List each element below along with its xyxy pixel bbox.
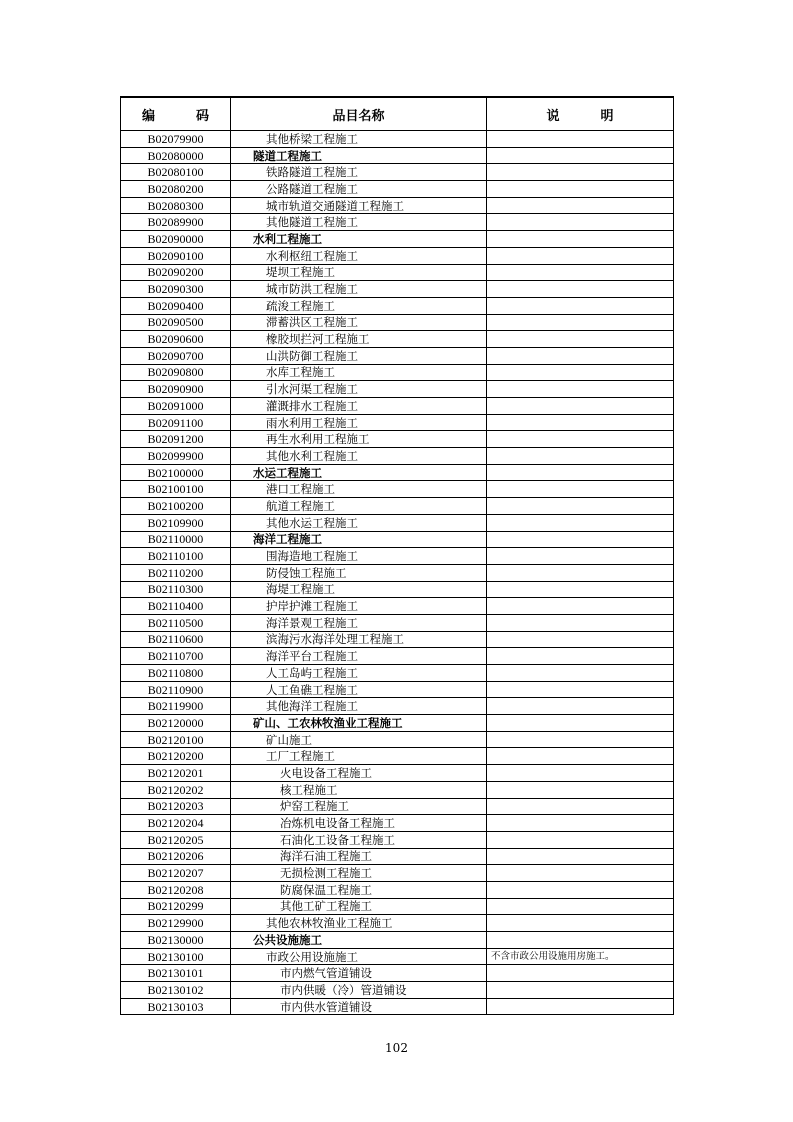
table-row bbox=[121, 314, 674, 331]
table-row bbox=[121, 281, 674, 298]
item-name: 滨海污水海洋处理工程施工 bbox=[231, 631, 487, 648]
header-name: 品目名称 bbox=[231, 97, 487, 131]
item-note bbox=[487, 364, 674, 381]
table-row bbox=[121, 681, 674, 698]
table-row bbox=[121, 748, 674, 765]
table-row bbox=[121, 915, 674, 932]
item-note bbox=[487, 481, 674, 498]
item-name: 防侵蚀工程施工 bbox=[231, 564, 487, 581]
table-row bbox=[121, 715, 674, 732]
item-name: 海堤工程施工 bbox=[231, 581, 487, 598]
item-note bbox=[487, 347, 674, 364]
table-header bbox=[121, 97, 674, 131]
item-name: 隧道工程施工 bbox=[231, 147, 487, 164]
item-note bbox=[487, 881, 674, 898]
item-note bbox=[487, 815, 674, 832]
item-code: B02091200 bbox=[121, 431, 231, 448]
item-note bbox=[487, 264, 674, 281]
item-code: B02090200 bbox=[121, 264, 231, 281]
item-code: B02110100 bbox=[121, 548, 231, 565]
item-name: 水运工程施工 bbox=[231, 464, 487, 481]
item-code: B02120208 bbox=[121, 881, 231, 898]
item-code: B02110300 bbox=[121, 581, 231, 598]
item-name: 海洋平台工程施工 bbox=[231, 648, 487, 665]
item-note bbox=[487, 765, 674, 782]
item-note bbox=[487, 414, 674, 431]
item-code: B02090800 bbox=[121, 364, 231, 381]
item-name: 矿山施工 bbox=[231, 731, 487, 748]
item-note bbox=[487, 514, 674, 531]
table-row bbox=[121, 948, 674, 965]
item-code: B02110000 bbox=[121, 531, 231, 548]
table-row bbox=[121, 197, 674, 214]
item-note bbox=[487, 564, 674, 581]
item-note bbox=[487, 715, 674, 732]
item-name: 灌溉排水工程施工 bbox=[231, 398, 487, 415]
item-name: 防腐保温工程施工 bbox=[231, 881, 487, 898]
table-row bbox=[121, 631, 674, 648]
item-name: 水利工程施工 bbox=[231, 231, 487, 248]
item-note bbox=[487, 181, 674, 198]
item-name: 铁路隧道工程施工 bbox=[231, 164, 487, 181]
item-code: B02099900 bbox=[121, 448, 231, 465]
item-note bbox=[487, 231, 674, 248]
table-row bbox=[121, 231, 674, 248]
item-note bbox=[487, 197, 674, 214]
item-code: B02090600 bbox=[121, 331, 231, 348]
item-name: 航道工程施工 bbox=[231, 498, 487, 515]
page-number: 102 bbox=[385, 1041, 408, 1055]
item-code: B02120202 bbox=[121, 781, 231, 798]
item-code: B02110900 bbox=[121, 681, 231, 698]
table-row bbox=[121, 448, 674, 465]
table-row bbox=[121, 531, 674, 548]
item-code: B02090000 bbox=[121, 231, 231, 248]
header-row bbox=[121, 97, 674, 131]
item-name: 海洋景观工程施工 bbox=[231, 614, 487, 631]
item-name: 山洪防御工程施工 bbox=[231, 347, 487, 364]
item-code: B02120000 bbox=[121, 715, 231, 732]
item-note bbox=[487, 614, 674, 631]
item-name: 港口工程施工 bbox=[231, 481, 487, 498]
item-code: B02100100 bbox=[121, 481, 231, 498]
item-name: 滞蓄洪区工程施工 bbox=[231, 314, 487, 331]
item-name: 海洋工程施工 bbox=[231, 531, 487, 548]
table-row bbox=[121, 364, 674, 381]
item-note bbox=[487, 448, 674, 465]
table-row bbox=[121, 247, 674, 264]
table-row bbox=[121, 398, 674, 415]
item-code: B02120201 bbox=[121, 765, 231, 782]
item-name: 炉窑工程施工 bbox=[231, 798, 487, 815]
item-note bbox=[487, 431, 674, 448]
item-name: 城市轨道交通隧道工程施工 bbox=[231, 197, 487, 214]
item-code: B02100200 bbox=[121, 498, 231, 515]
item-note bbox=[487, 865, 674, 882]
table-row bbox=[121, 798, 674, 815]
item-name: 市内供暖（冷）管道铺设 bbox=[231, 982, 487, 999]
table-row bbox=[121, 514, 674, 531]
item-note bbox=[487, 698, 674, 715]
item-name: 再生水利用工程施工 bbox=[231, 431, 487, 448]
item-name: 其他农林牧渔业工程施工 bbox=[231, 915, 487, 932]
table-row bbox=[121, 347, 674, 364]
item-code: B02120206 bbox=[121, 848, 231, 865]
item-code: B02130101 bbox=[121, 965, 231, 982]
item-code: B02120203 bbox=[121, 798, 231, 815]
item-code: B02090400 bbox=[121, 297, 231, 314]
item-name: 其他水运工程施工 bbox=[231, 514, 487, 531]
item-name: 护岸护滩工程施工 bbox=[231, 598, 487, 615]
table-row bbox=[121, 147, 674, 164]
table-row bbox=[121, 765, 674, 782]
item-note bbox=[487, 398, 674, 415]
table-row bbox=[121, 564, 674, 581]
item-note bbox=[487, 598, 674, 615]
item-note bbox=[487, 498, 674, 515]
item-note bbox=[487, 982, 674, 999]
table-row bbox=[121, 932, 674, 949]
item-code: B02120299 bbox=[121, 898, 231, 915]
item-name: 冶炼机电设备工程施工 bbox=[231, 815, 487, 832]
table-row bbox=[121, 548, 674, 565]
item-note bbox=[487, 748, 674, 765]
table-row bbox=[121, 331, 674, 348]
item-code: B02120200 bbox=[121, 748, 231, 765]
item-code: B02079900 bbox=[121, 131, 231, 148]
item-note bbox=[487, 648, 674, 665]
item-code: B02130102 bbox=[121, 982, 231, 999]
item-name: 堤坝工程施工 bbox=[231, 264, 487, 281]
item-name: 其他海洋工程施工 bbox=[231, 698, 487, 715]
item-code: B02110400 bbox=[121, 598, 231, 615]
item-code: B02090900 bbox=[121, 381, 231, 398]
table-row bbox=[121, 481, 674, 498]
item-code: B02120100 bbox=[121, 731, 231, 748]
item-name: 人工岛屿工程施工 bbox=[231, 665, 487, 682]
item-code: B02080000 bbox=[121, 147, 231, 164]
item-note bbox=[487, 214, 674, 231]
table-row bbox=[121, 181, 674, 198]
item-code: B02091000 bbox=[121, 398, 231, 415]
item-note bbox=[487, 681, 674, 698]
item-name: 雨水利用工程施工 bbox=[231, 414, 487, 431]
table-row bbox=[121, 898, 674, 915]
item-name: 无损检测工程施工 bbox=[231, 865, 487, 882]
table-row bbox=[121, 381, 674, 398]
table-row bbox=[121, 131, 674, 148]
item-name: 火电设备工程施工 bbox=[231, 765, 487, 782]
table-row bbox=[121, 164, 674, 181]
item-name: 海洋石油工程施工 bbox=[231, 848, 487, 865]
item-name: 其他水利工程施工 bbox=[231, 448, 487, 465]
item-code: B02110500 bbox=[121, 614, 231, 631]
item-name: 核工程施工 bbox=[231, 781, 487, 798]
table-row bbox=[121, 414, 674, 431]
table-row bbox=[121, 982, 674, 999]
item-code: B02091100 bbox=[121, 414, 231, 431]
table-row bbox=[121, 581, 674, 598]
item-code: B02090300 bbox=[121, 281, 231, 298]
item-code: B02080300 bbox=[121, 197, 231, 214]
item-code: B02089900 bbox=[121, 214, 231, 231]
item-note bbox=[487, 131, 674, 148]
item-code: B02110800 bbox=[121, 665, 231, 682]
item-note bbox=[487, 848, 674, 865]
item-note bbox=[487, 164, 674, 181]
item-note bbox=[487, 314, 674, 331]
item-note bbox=[487, 281, 674, 298]
item-note bbox=[487, 665, 674, 682]
item-code: B02090500 bbox=[121, 314, 231, 331]
table-row bbox=[121, 731, 674, 748]
item-name: 公路隧道工程施工 bbox=[231, 181, 487, 198]
item-name: 石油化工设备工程施工 bbox=[231, 831, 487, 848]
item-note bbox=[487, 247, 674, 264]
header-note: 说 明 bbox=[487, 97, 674, 131]
item-note bbox=[487, 915, 674, 932]
table-row bbox=[121, 297, 674, 314]
table-row bbox=[121, 848, 674, 865]
item-name: 水库工程施工 bbox=[231, 364, 487, 381]
table-row bbox=[121, 781, 674, 798]
table-body bbox=[121, 131, 674, 1015]
item-note bbox=[487, 781, 674, 798]
item-code: B02080200 bbox=[121, 181, 231, 198]
table-row bbox=[121, 614, 674, 631]
item-name: 市政公用设施施工 bbox=[231, 948, 487, 965]
item-code: B02130103 bbox=[121, 998, 231, 1015]
item-name: 其他桥梁工程施工 bbox=[231, 131, 487, 148]
item-name: 其他隧道工程施工 bbox=[231, 214, 487, 231]
item-name: 引水河渠工程施工 bbox=[231, 381, 487, 398]
table-row bbox=[121, 965, 674, 982]
item-note bbox=[487, 297, 674, 314]
table-row bbox=[121, 498, 674, 515]
table-row bbox=[121, 698, 674, 715]
item-code: B02110600 bbox=[121, 631, 231, 648]
item-note: 不含市政公用设施用房施工。 bbox=[487, 948, 674, 965]
item-name: 人工鱼礁工程施工 bbox=[231, 681, 487, 698]
item-code: B02109900 bbox=[121, 514, 231, 531]
item-note bbox=[487, 631, 674, 648]
item-name: 橡胶坝拦河工程施工 bbox=[231, 331, 487, 348]
item-code: B02100000 bbox=[121, 464, 231, 481]
table-row bbox=[121, 431, 674, 448]
item-name: 市内燃气管道铺设 bbox=[231, 965, 487, 982]
item-note bbox=[487, 898, 674, 915]
table-row bbox=[121, 998, 674, 1015]
item-code: B02130100 bbox=[121, 948, 231, 965]
item-code: B02119900 bbox=[121, 698, 231, 715]
catalog-table bbox=[120, 96, 674, 1015]
item-code: B02120204 bbox=[121, 815, 231, 832]
item-code: B02130000 bbox=[121, 932, 231, 949]
item-code: B02120205 bbox=[121, 831, 231, 848]
item-name: 城市防洪工程施工 bbox=[231, 281, 487, 298]
item-code: B02080100 bbox=[121, 164, 231, 181]
item-note bbox=[487, 331, 674, 348]
table-row bbox=[121, 665, 674, 682]
table-row bbox=[121, 831, 674, 848]
table-row bbox=[121, 464, 674, 481]
item-note bbox=[487, 381, 674, 398]
item-code: B02090100 bbox=[121, 247, 231, 264]
item-name: 围海造地工程施工 bbox=[231, 548, 487, 565]
table-row bbox=[121, 865, 674, 882]
item-note bbox=[487, 531, 674, 548]
item-code: B02090700 bbox=[121, 347, 231, 364]
item-name: 其他工矿工程施工 bbox=[231, 898, 487, 915]
item-name: 水利枢纽工程施工 bbox=[231, 247, 487, 264]
item-note bbox=[487, 998, 674, 1015]
item-name: 矿山、工农林牧渔业工程施工 bbox=[231, 715, 487, 732]
item-name: 市内供水管道铺设 bbox=[231, 998, 487, 1015]
item-code: B02110200 bbox=[121, 564, 231, 581]
table-row bbox=[121, 214, 674, 231]
item-note bbox=[487, 965, 674, 982]
table-row bbox=[121, 648, 674, 665]
item-note bbox=[487, 831, 674, 848]
item-note bbox=[487, 932, 674, 949]
item-note bbox=[487, 464, 674, 481]
table-row bbox=[121, 815, 674, 832]
table-row bbox=[121, 264, 674, 281]
item-note bbox=[487, 798, 674, 815]
item-code: B02110700 bbox=[121, 648, 231, 665]
item-note bbox=[487, 548, 674, 565]
item-code: B02129900 bbox=[121, 915, 231, 932]
item-name: 工厂工程施工 bbox=[231, 748, 487, 765]
item-name: 公共设施施工 bbox=[231, 932, 487, 949]
item-note bbox=[487, 147, 674, 164]
table-row bbox=[121, 881, 674, 898]
item-note bbox=[487, 731, 674, 748]
header-code: 编 码 bbox=[121, 97, 231, 131]
table-row bbox=[121, 598, 674, 615]
item-name: 疏浚工程施工 bbox=[231, 297, 487, 314]
item-note bbox=[487, 581, 674, 598]
item-code: B02120207 bbox=[121, 865, 231, 882]
